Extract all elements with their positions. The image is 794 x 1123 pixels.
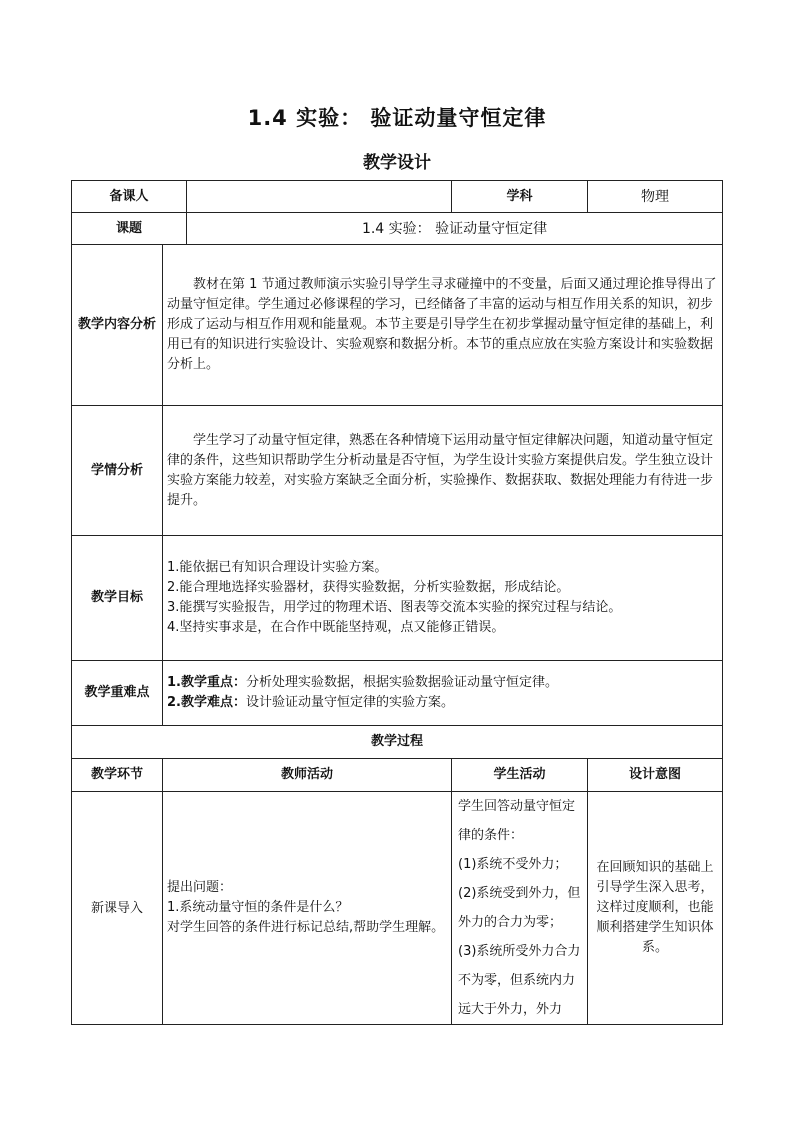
design-intent-cell: 在回顾知识的基础上引导学生深入思考，这样过度顺利，也能顺利搭建学生知识体系。 xyxy=(588,792,723,1025)
content-analysis-text: 教材在第 1 节通过教师演示实验引导学生寻求碰撞中的不变量，后面又通过理论推导得出了动量守恒定律。学生通过必修课程的学习，已经储备了丰富的运动与相互作用关系的知识，初步形成了运动与相互作用观和能量观。本节主要是引导学生在初步掌握动量守恒定律的基础上，利用已有的知识进行实验设计、实验观察和数据分析。本节的重点应放在实验方案设计和实验数据分析上。 xyxy=(163,245,723,406)
key-point-text: 分析处理实验数据，根据实验数据验证动量守恒定律。 xyxy=(245,675,558,690)
process-header-row xyxy=(72,759,723,792)
header-teacher: 教师活动 xyxy=(163,759,452,792)
difficult-point-label: 2.教学难点： xyxy=(167,695,246,710)
meta-row-topic xyxy=(72,213,723,245)
student-line: 学生回答动量守恒定律的条件： xyxy=(458,799,576,843)
content-analysis-label: 教学内容分析 xyxy=(72,245,163,406)
subject-value: 物理 xyxy=(588,181,723,213)
key-points-content xyxy=(163,661,723,726)
lesson-plan-table xyxy=(71,180,723,1025)
stage-cell: 新课导入 xyxy=(72,792,163,1025)
objective-item: 4.坚持实事求是，在合作中既能坚持观，点又能修正错误。 xyxy=(167,620,505,635)
header-student: 学生活动 xyxy=(452,759,588,792)
objectives-list xyxy=(163,536,723,661)
student-line: (1)系统不受外力； xyxy=(458,857,568,872)
header-intent: 设计意图 xyxy=(588,759,723,792)
objective-item: 3.能撰写实验报告，用学过的物理术语、图表等交流本实验的探究过程与结论。 xyxy=(167,600,622,615)
process-title-row xyxy=(72,726,723,759)
process-title: 教学过程 xyxy=(72,726,723,759)
meta-row-preparer xyxy=(72,181,723,213)
key-points-label: 教学重难点 xyxy=(72,661,163,726)
process-row-intro xyxy=(72,792,723,1025)
topic-value: 1.4 实验： 验证动量守恒定律 xyxy=(187,213,723,245)
student-line: (3)系统所受外力合力不为零，但系统内力远大于外力，外力 xyxy=(458,944,581,1017)
key-points-row xyxy=(72,661,723,726)
teacher-line: 提出问题： xyxy=(167,880,233,895)
teacher-activity-cell xyxy=(163,792,452,1025)
student-analysis-label: 学情分析 xyxy=(72,406,163,536)
difficult-point-text: 设计验证动量守恒定律的实验方案。 xyxy=(245,695,454,710)
content-analysis-row xyxy=(72,245,723,406)
key-point-label: 1.教学重点： xyxy=(167,675,246,690)
student-activity-cell xyxy=(452,792,588,1025)
preparer-label: 备课人 xyxy=(72,181,187,213)
student-line: (2)系统受到外力，但外力的合力为零； xyxy=(458,886,581,930)
topic-label: 课题 xyxy=(72,213,187,245)
subject-label: 学科 xyxy=(452,181,588,213)
teacher-line: 1.系统动量守恒的条件是什么？ xyxy=(167,900,349,915)
objective-item: 2.能合理地选择实验器材，获得实验数据，分析实验数据，形成结论。 xyxy=(167,580,570,595)
student-analysis-text: 学生学习了动量守恒定律，熟悉在各种情境下运用动量守恒定律解决问题，知道动量守恒定律的条件，这些知识帮助学生分析动量是否守恒，为学生设计实验方案提供启发。学生独立设计实验方案能力较差，对实验方案缺乏全面分析，实验操作、数据获取、数据处理能力有待进一步提升。 xyxy=(163,406,723,536)
teacher-line: 对学生回答的条件进行标记总结,帮助学生理解。 xyxy=(167,920,445,935)
preparer-value xyxy=(187,181,452,213)
objectives-label: 教学目标 xyxy=(72,536,163,661)
student-analysis-row xyxy=(72,406,723,536)
header-stage: 教学环节 xyxy=(72,759,163,792)
objective-item: 1.能依据已有知识合理设计实验方案。 xyxy=(167,560,388,575)
objectives-row xyxy=(72,536,723,661)
document-subtitle: 教学设计 xyxy=(363,153,431,173)
document-title: 1.4 实验： 验证动量守恒定律 xyxy=(247,106,547,130)
